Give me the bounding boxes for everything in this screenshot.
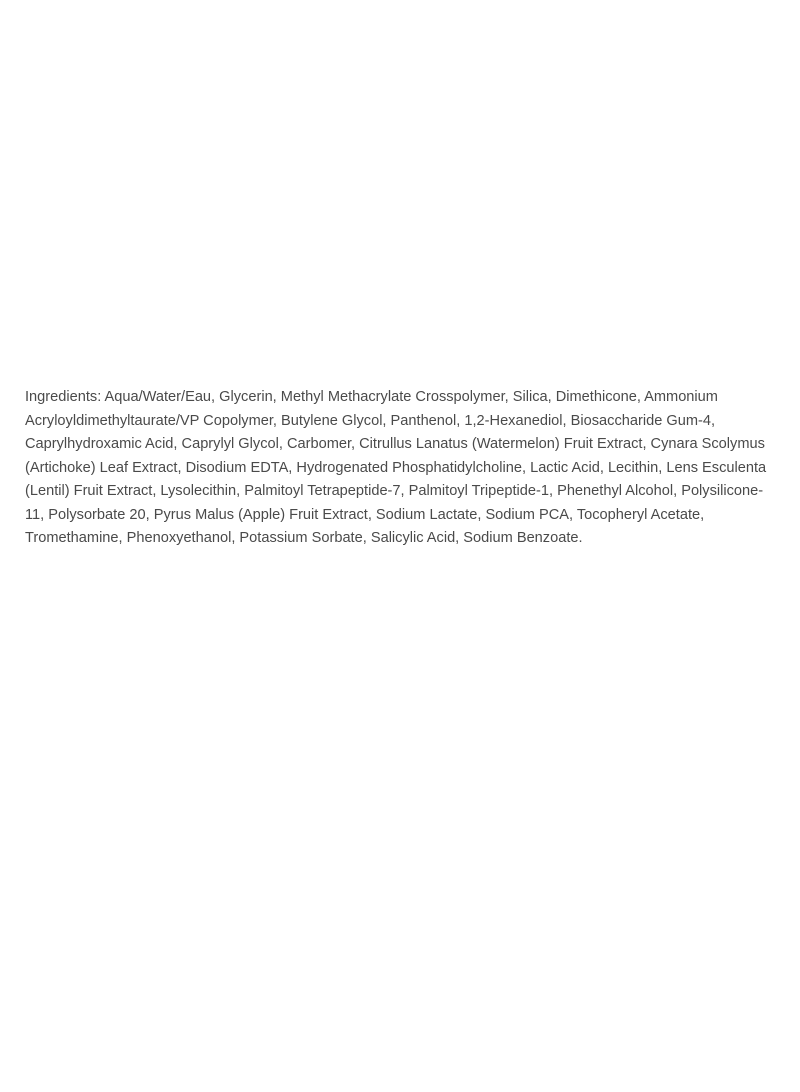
ingredients-list [25, 386, 785, 551]
ingredients-line: Acryloyldimethyltaurate/VP Copolymer, Butylene Glycol, Panthenol, 1,2-Hexanediol, Biosaccharide Gum-4, [25, 412, 716, 429]
ingredients-line: (Lentil) Fruit Extract, Lysolecithin, Palmitoyl Tetrapeptide-7, Palmitoyl Tripeptide-1, Phenethyl Alcohol, Polysilicone- [25, 483, 764, 499]
ingredients-line: (Artichoke) Leaf Extract, Disodium EDTA, Hydrogenated Phosphatidylcholine, Lactic Acid, Lecithin, Lens Esculenta [25, 459, 767, 476]
ingredients-line: Tromethamine, Phenoxyethanol, Potassium Sorbate, Salicylic Acid, Sodium Benzoate. [25, 530, 583, 546]
ingredients-line: Ingredients: Aqua/Water/Eau, Glycerin, Methyl Methacrylate Crosspolymer, Silica, Dimethicone, Ammonium [25, 389, 718, 405]
ingredients-line: 11, Polysorbate 20, Pyrus Malus (Apple) Fruit Extract, Sodium Lactate, Sodium PCA, Tocopheryl Acetate, [25, 506, 705, 523]
ingredients-line: Caprylhydroxamic Acid, Caprylyl Glycol, Carbomer, Citrullus Lanatus (Watermelon) Fruit Extract, Cynara Scolymus [25, 436, 765, 452]
